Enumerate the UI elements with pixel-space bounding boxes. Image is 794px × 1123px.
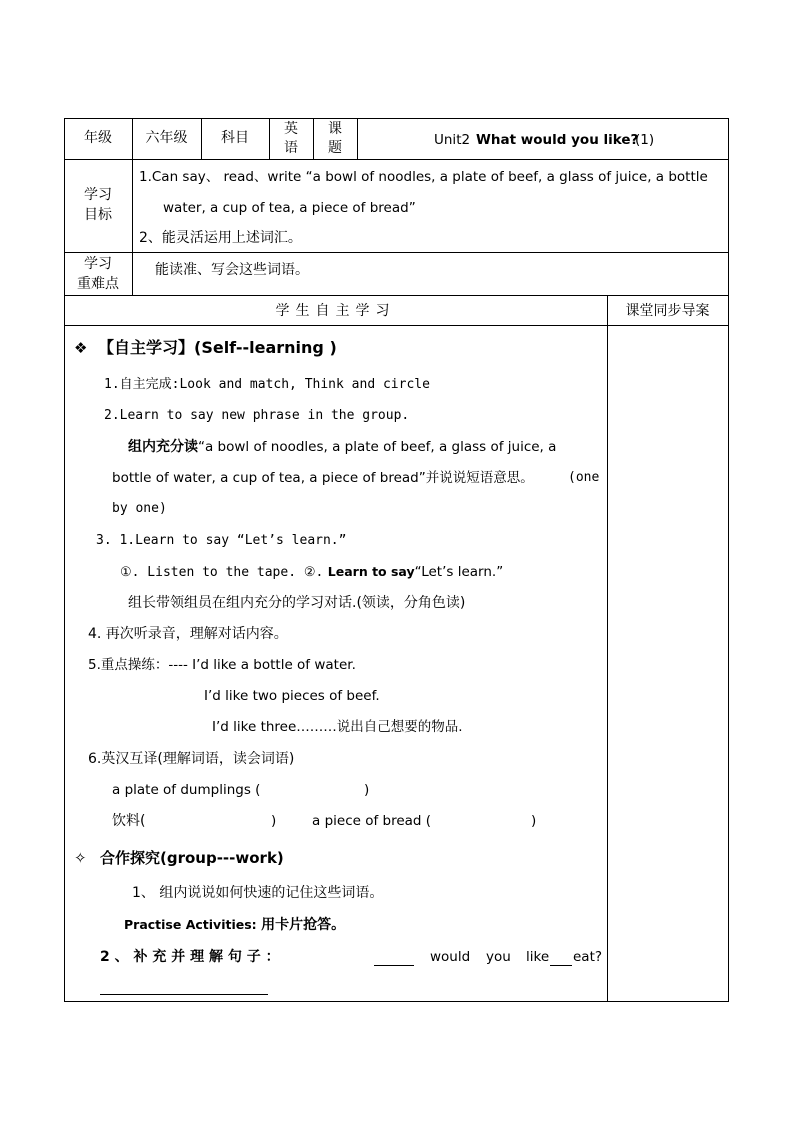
translation-item: a piece of bread ( <box>312 813 432 829</box>
topic-unit: Unit2 <box>434 132 471 148</box>
list-item <box>120 563 503 582</box>
goals-line-clip <box>134 166 728 190</box>
translation-item: ) <box>531 813 537 829</box>
goals-line: 1.Can say、 read、write “a bowl of noodles, a plate of beef, a glass of juice, a bottle <box>139 169 708 185</box>
diamond-bullet-icon: ❖ <box>74 339 88 357</box>
answer-blank[interactable] <box>374 965 414 966</box>
difficulty-label: 学习 <box>84 256 112 272</box>
sentence-word: like <box>526 949 550 965</box>
list-item <box>128 438 556 456</box>
goals-label: 目标 <box>84 207 112 223</box>
table-border-bottom <box>64 1001 729 1002</box>
list-item: 6.英汉互译(理解词语，读会词语) <box>88 751 295 767</box>
sentence-word: you <box>486 949 511 965</box>
translation-item: 饮料( <box>112 813 146 829</box>
goals-line: 2、能灵活运用上述词汇。 <box>139 230 302 246</box>
col-divider <box>607 295 608 1002</box>
list-item: I’d like three………说出自己想要的物品. <box>212 719 463 735</box>
fill-in-label: 2 、 补 充 并 理 解 句 子 ： <box>100 949 280 965</box>
practise-label: Practise Activities: <box>124 917 257 932</box>
row-divider <box>64 295 729 296</box>
list-item: 2.Learn to say new phrase in the group. <box>104 408 410 423</box>
row-divider <box>64 252 729 253</box>
list-item: (one <box>568 470 600 485</box>
translation-item: a plate of dumplings ( <box>112 782 261 798</box>
instruction-text: “Let’s learn.” <box>414 564 504 580</box>
subject-label: 科目 <box>221 130 249 146</box>
grade-label: 年级 <box>84 130 112 146</box>
answer-blank[interactable] <box>100 994 268 995</box>
self-learning-title: 【自主学习】(Self--learning ) <box>98 338 337 357</box>
list-item: bottle of water, a cup of tea, a piece of bread”并说说短语意思。 <box>112 470 534 486</box>
subject-value: 英 <box>284 121 298 137</box>
row-divider <box>64 159 729 160</box>
table-border-top <box>64 118 729 119</box>
emphasis-text: 组内充分读 <box>128 439 198 455</box>
difficulty-text: 能读准、写会这些词语。 <box>155 262 309 278</box>
goals-label: 学习 <box>84 187 112 203</box>
row-divider <box>64 325 729 326</box>
list-item: 组长带领组员在组内充分的学习对话.(领读，分角色读) <box>128 595 466 611</box>
list-item <box>124 916 345 934</box>
section-header-side: 课堂同步导案 <box>625 303 710 319</box>
sentence-word: eat? <box>573 949 603 965</box>
sentence-word: would <box>430 949 471 965</box>
section-header-main: 学生自主学习 <box>275 303 396 319</box>
instruction-text: ①. Listen to the tape. ②. <box>120 565 324 580</box>
answer-blank[interactable] <box>550 965 572 966</box>
phrase-text: “a bowl of noodles, a plate of beef, a glass of juice, a <box>198 439 557 455</box>
list-item: 3. 1.Learn to say “Let’s learn.” <box>96 533 347 548</box>
translation-item: ) <box>271 813 277 829</box>
difficulty-label: 重难点 <box>77 276 119 292</box>
topic-title: What would you like? <box>476 132 639 148</box>
grade-value: 六年级 <box>145 130 188 146</box>
table-border-left <box>64 118 65 1002</box>
col-divider <box>357 118 358 159</box>
list-item: by one) <box>112 501 167 516</box>
topic-label: 题 <box>328 140 342 156</box>
practise-text: 用卡片抢答。 <box>261 917 346 933</box>
list-item: I’d like two pieces of beef. <box>204 688 380 704</box>
topic-number: (1) <box>635 132 655 148</box>
translation-item: ) <box>364 782 370 798</box>
list-item: 5.重点操练：---- I’d like a bottle of water. <box>88 657 356 673</box>
list-item: 1.自主完成:Look and match, Think and circle <box>104 377 430 392</box>
emphasis-text: Learn to say <box>327 564 415 579</box>
list-item: 4. 再次听录音，理解对话内容。 <box>88 626 288 642</box>
diamond-outline-bullet-icon: ✧ <box>74 849 87 867</box>
topic-label: 课 <box>328 121 342 137</box>
lesson-plan-table <box>64 118 729 1002</box>
group-work-title: 合作探究(group---work) <box>100 849 284 867</box>
goals-line: water, a cup of tea, a piece of bread” <box>163 200 416 216</box>
table-border-right <box>728 118 729 1002</box>
subject-value: 语 <box>284 140 298 156</box>
list-item: 1、 组内说说如何快速的记住这些词语。 <box>132 885 384 901</box>
